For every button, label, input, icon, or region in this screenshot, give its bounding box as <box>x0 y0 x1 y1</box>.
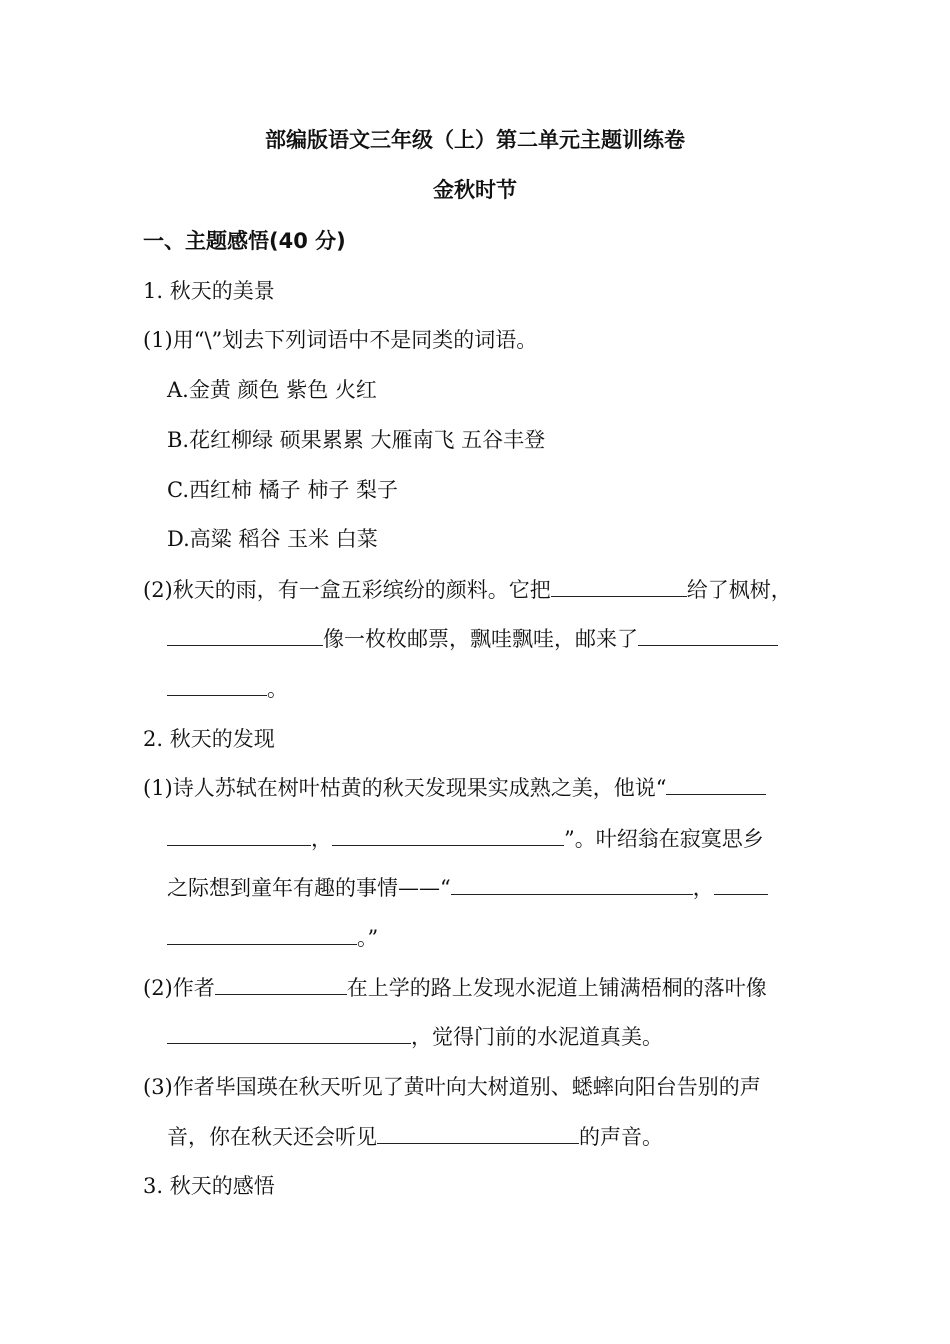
question-1-2-line-3 <box>167 675 288 703</box>
question-2-1-line-3 <box>167 874 768 902</box>
answer-blank[interactable] <box>167 625 323 646</box>
text: ， <box>692 876 714 900</box>
text: ，觉得门前的水泥道真美。 <box>411 1025 663 1049</box>
question-1-1-prompt: (1)用“\”划去下列词语中不是同类的词语。 <box>143 328 538 352</box>
answer-blank[interactable] <box>714 874 768 895</box>
text: 音，你在秋天还会听见 <box>167 1125 377 1149</box>
text: (2)秋天的雨，有一盒五彩缤纷的颜料。它把 <box>143 578 551 602</box>
answer-blank[interactable] <box>551 576 687 597</box>
text: 的声音。 <box>579 1125 663 1149</box>
question-2-2-line-2 <box>167 1023 663 1051</box>
option-a: A.金黄 颜色 紫色 火红 <box>167 378 377 402</box>
section-heading: 一、主题感悟(40 分) <box>143 229 346 253</box>
question-3-heading: 3. 秋天的感悟 <box>143 1174 275 1198</box>
answer-blank[interactable] <box>167 924 357 945</box>
question-1-heading: 1. 秋天的美景 <box>143 279 275 303</box>
question-2-3-line-1: (3)作者毕国瑛在秋天听见了黄叶向大树道别、蟋蟀向阳台告别的声 <box>143 1075 761 1099</box>
text: 像一枚枚邮票，飘哇飘哇，邮来了 <box>323 627 638 651</box>
question-2-heading: 2. 秋天的发现 <box>143 727 275 751</box>
text: (1)诗人苏轼在树叶枯黄的秋天发现果实成熟之美，他说“ <box>143 776 667 800</box>
answer-blank[interactable] <box>638 625 778 646</box>
answer-blank[interactable] <box>167 675 267 696</box>
text: 在上学的路上发现水泥道上铺满梧桐的落叶像 <box>346 976 767 1000</box>
answer-blank[interactable] <box>215 974 347 995</box>
text: 之际想到童年有趣的事情——“ <box>167 876 451 900</box>
question-2-1-line-4 <box>167 924 378 952</box>
text: 给了枫树， <box>686 578 792 602</box>
option-d: D.高粱 稻谷 玉米 白菜 <box>167 527 378 551</box>
text: ， <box>311 827 332 851</box>
document-title: 部编版语文三年级（上）第二单元主题训练卷 <box>265 128 685 152</box>
option-c: C.西红柿 橘子 柿子 梨子 <box>167 478 399 502</box>
question-2-3-line-2 <box>167 1123 663 1151</box>
answer-blank[interactable] <box>167 1023 411 1044</box>
text: (2)作者 <box>143 976 215 1000</box>
answer-blank[interactable] <box>666 774 766 795</box>
answer-blank[interactable] <box>451 874 693 895</box>
option-b: B.花红柳绿 硕果累累 大雁南飞 五谷丰登 <box>167 428 546 452</box>
text: ”。叶绍翁在寂寞思乡 <box>564 827 764 851</box>
question-1-2-line-2 <box>167 625 778 653</box>
answer-blank[interactable] <box>377 1123 579 1144</box>
question-2-1-line-1 <box>143 774 766 802</box>
question-2-2-line-1 <box>143 974 767 1002</box>
question-2-1-line-2 <box>167 825 764 853</box>
text: 。 <box>267 677 288 701</box>
document-subtitle: 金秋时节 <box>433 178 517 202</box>
answer-blank[interactable] <box>332 825 564 846</box>
text: 。” <box>357 926 379 950</box>
answer-blank[interactable] <box>167 825 311 846</box>
question-1-2-line-1 <box>143 576 792 604</box>
